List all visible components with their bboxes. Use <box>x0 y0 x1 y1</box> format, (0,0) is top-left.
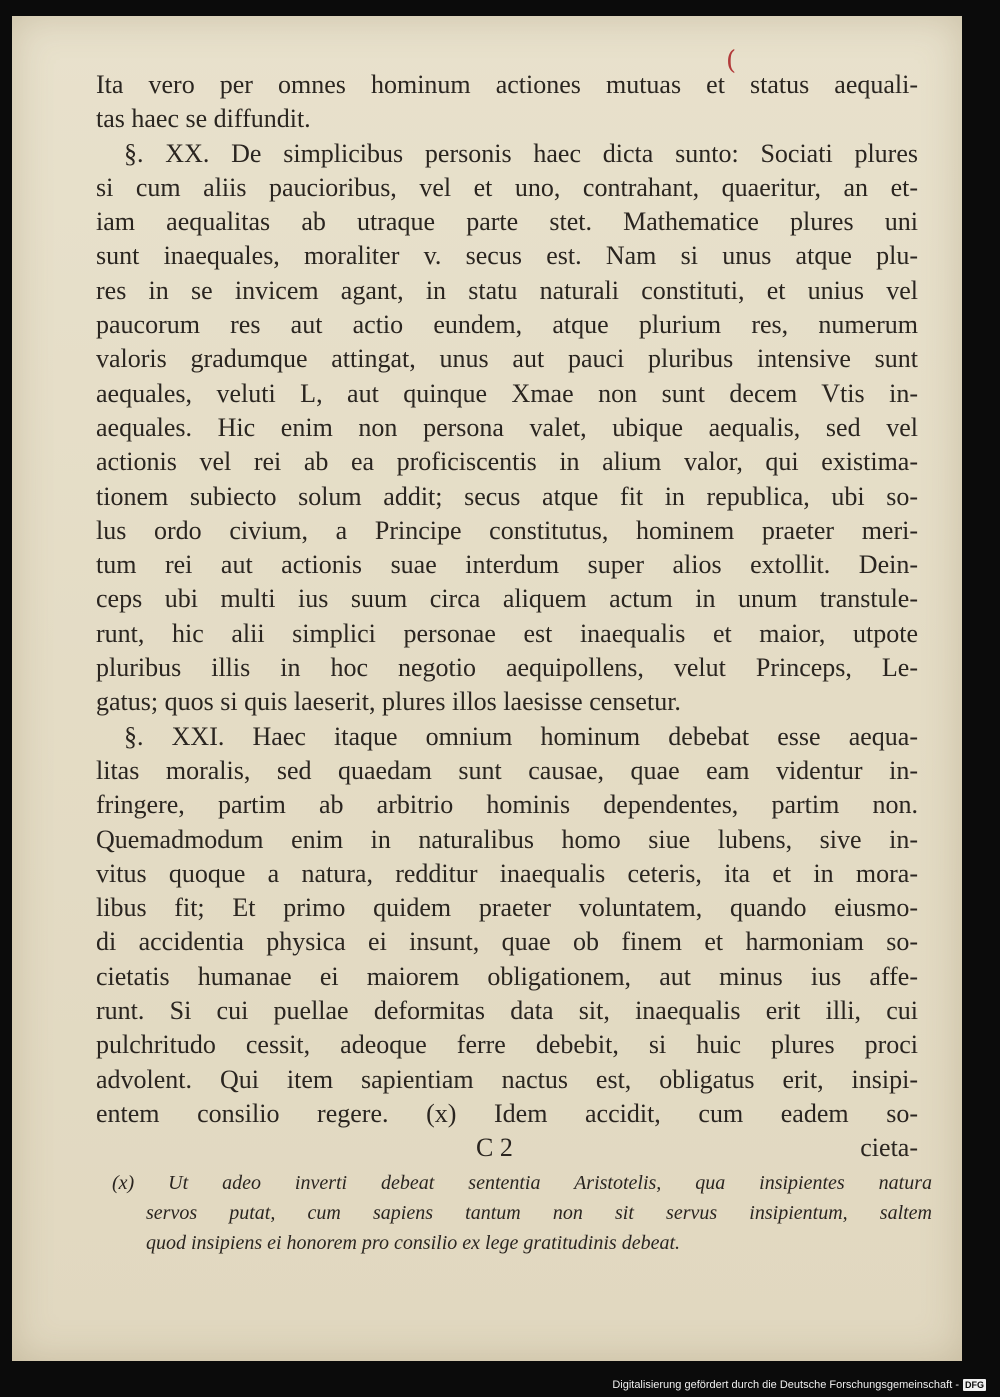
text-line: gatus; quos si quis laeserit, plures illos laesisse censetur. <box>96 687 681 717</box>
text-line: si cum aliis paucioribus, vel et uno, contrahant, quaeritur, an et- <box>96 172 918 202</box>
dfg-logo: DFG <box>965 1380 984 1390</box>
text-line: res in se invicem agant, in statu naturali constituti, et unius vel <box>96 275 918 305</box>
text-line: aequales, veluti L, aut quinque Xmae non sunt decem Vtis in- <box>96 378 918 408</box>
text-line: entem consilio regere. (x) Idem accidit, cum eadem so- <box>96 1098 918 1128</box>
text-line: §. XX. De simplicibus personis haec dicta sunto: Sociati plures <box>124 138 918 168</box>
page-footer-line <box>96 1131 918 1165</box>
catchword: cieta- <box>860 1133 918 1163</box>
text-line: valoris gradumque attingat, unus aut pauci pluribus intensive sunt <box>96 344 918 374</box>
text-line: di accidentia physica ei insunt, quae ob finem et harmoniam so- <box>96 927 918 957</box>
footnote-line: quod insipiens ei honorem pro consilio ex lege gratitudinis debeat. <box>146 1232 681 1254</box>
text-line: tas haec se diffundit. <box>96 104 311 134</box>
text-line: runt, hic alii simplici personae est inaequalis et maior, utpote <box>96 618 918 648</box>
text-line: paucorum res aut actio eundem, atque plurium res, numerum <box>96 310 918 340</box>
main-text <box>96 68 918 1165</box>
text-line: vitus quoque a natura, redditur inaequalis ceteris, ita et in mora- <box>96 858 918 888</box>
text-line: pluribus illis in hoc negotio aequipollens, velut Princeps, Le- <box>96 653 918 683</box>
credit-text: Digitalisierung gefördert durch die Deutsche Forschungsgemeinschaft - <box>612 1379 959 1391</box>
text-line: fringere, partim ab arbitrio hominis dependentes, partim non. <box>96 790 918 820</box>
text-line: §. XXI. Haec itaque omnium hominum debebat esse aequa- <box>124 721 918 751</box>
text-line: sunt inaequales, moraliter v. secus est. Nam si unus atque plu- <box>96 241 918 271</box>
footnote-line: (x) Ut adeo inverti debeat sententia Aristotelis, qua insipientes natura <box>112 1172 932 1194</box>
book-page <box>12 16 962 1361</box>
text-line: Quemadmodum enim in naturalibus homo siue lubens, sive in- <box>96 824 918 854</box>
signature-mark: C 2 <box>476 1133 513 1163</box>
digitization-credit <box>612 1376 986 1394</box>
text-line: iam aequalitas ab utraque parte stet. Mathematice plures uni <box>96 207 918 237</box>
text-line: tionem subiecto solum addit; secus atque fit in republica, ubi so- <box>96 481 918 511</box>
text-line: litas moralis, sed quaedam sunt causae, quae eam videntur in- <box>96 755 918 785</box>
footnote-line: servos putat, cum sapiens tantum non sit servus insipientum, saltem <box>146 1202 932 1224</box>
text-line: Ita vero per omnes hominum actiones mutuas et status aequali- <box>96 70 918 99</box>
text-line: tum rei aut actionis suae interdum super alios extollit. Dein- <box>96 550 918 580</box>
text-line: libus fit; Et primo quidem praeter voluntatem, quando eiusmo- <box>96 893 918 923</box>
margin-pencil-mark: ( <box>726 46 737 76</box>
text-line: pulchritudo cessit, adeoque ferre debebit, si huic plures proci <box>96 1030 918 1060</box>
text-line: lus ordo civium, a Principe constitutus, hominem praeter meri- <box>96 515 918 545</box>
footnote <box>112 1168 932 1258</box>
text-line: ceps ubi multi ius suum circa aliquem actum in unum transtule- <box>96 584 918 614</box>
text-line: actionis vel rei ab ea proficiscentis in alium valor, qui existima- <box>96 447 918 477</box>
text-line: runt. Si cui puellae deformitas data sit, inaequalis erit illi, cui <box>96 996 918 1026</box>
text-line: aequales. Hic enim non persona valet, ubique aequalis, sed vel <box>96 412 918 442</box>
text-line: advolent. Qui item sapientiam nactus est, obligatus erit, insipi- <box>96 1064 918 1094</box>
text-line: cietatis humanae ei maiorem obligationem, aut minus ius affe- <box>96 961 918 991</box>
